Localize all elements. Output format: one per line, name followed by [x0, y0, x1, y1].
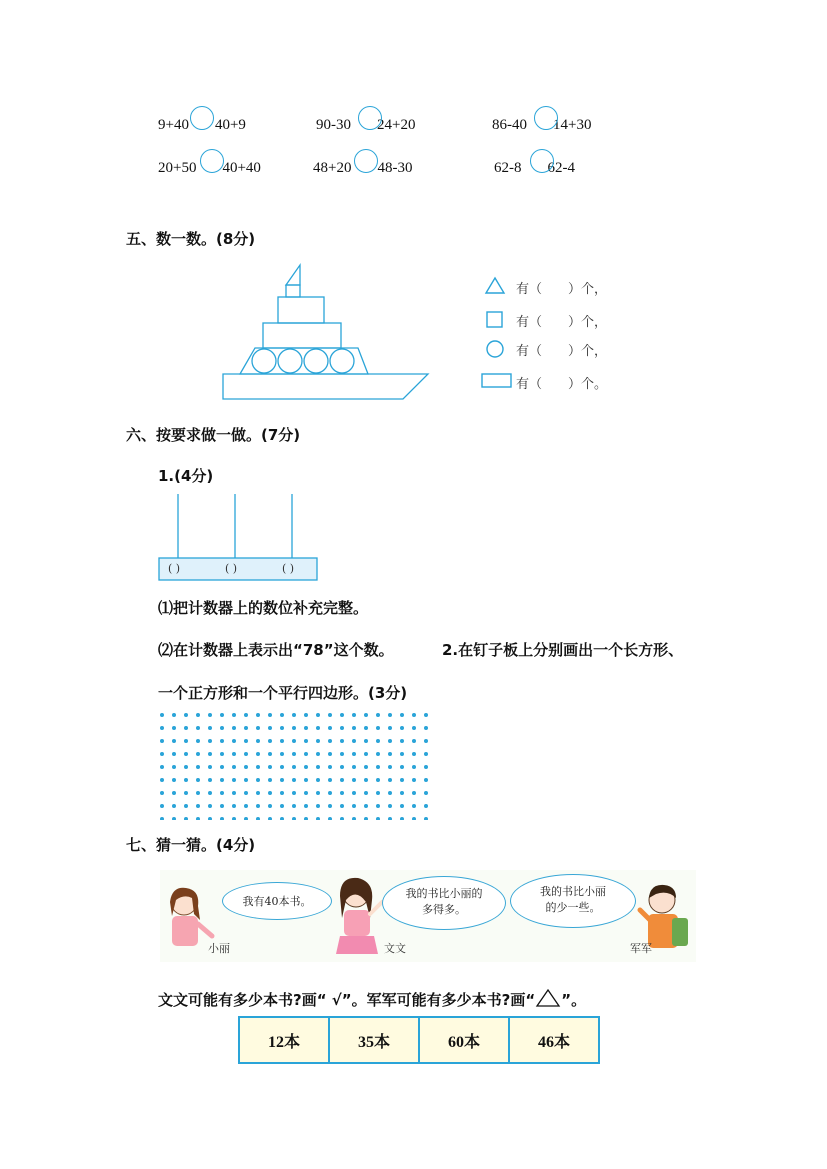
circle-count: 有（ ）个， — [516, 344, 608, 359]
peg-dot[interactable] — [388, 739, 392, 743]
peg-dot[interactable] — [328, 791, 332, 795]
question-1-part-2: ⑵在计数器上表示出“78”这个数。 — [158, 641, 394, 659]
speech-bubble-3: 我的书比小丽的少一些。 — [510, 874, 636, 928]
peg-dot[interactable] — [412, 804, 416, 808]
circle-icon — [485, 339, 505, 359]
peg-dot[interactable] — [292, 791, 296, 795]
peg-dot[interactable] — [160, 817, 164, 820]
peg-dot[interactable] — [316, 778, 320, 782]
porthole-circle — [304, 349, 328, 373]
place-value-slot-2[interactable]: ( ) — [225, 562, 238, 575]
peg-dot[interactable] — [352, 778, 356, 782]
peg-dot[interactable] — [400, 752, 404, 756]
peg-dot[interactable] — [316, 739, 320, 743]
peg-dot[interactable] — [388, 726, 392, 730]
peg-dot[interactable] — [412, 726, 416, 730]
peg-dot[interactable] — [424, 765, 428, 769]
peg-dot[interactable] — [196, 726, 200, 730]
peg-dot[interactable] — [208, 778, 212, 782]
peg-dot[interactable] — [160, 791, 164, 795]
peg-dot[interactable] — [160, 713, 164, 717]
peg-dot[interactable] — [244, 726, 248, 730]
peg-dot[interactable] — [232, 791, 236, 795]
triangle-icon — [484, 276, 506, 296]
peg-dot[interactable] — [316, 726, 320, 730]
compare-circle-6[interactable] — [530, 149, 554, 173]
name-xiaoli: 小丽 — [208, 942, 230, 955]
peg-dot[interactable] — [328, 778, 332, 782]
peg-dot[interactable] — [184, 739, 188, 743]
peg-dot[interactable] — [208, 739, 212, 743]
peg-dot[interactable] — [412, 765, 416, 769]
peg-dot[interactable] — [280, 713, 284, 717]
peg-dot[interactable] — [208, 791, 212, 795]
peg-dot[interactable] — [424, 726, 428, 730]
peg-dot[interactable] — [280, 778, 284, 782]
comparison-1: 9+40 40+9 — [158, 117, 246, 133]
peg-dot[interactable] — [340, 752, 344, 756]
compare-circle-2[interactable] — [358, 106, 382, 130]
peg-dot[interactable] — [160, 765, 164, 769]
peg-dot[interactable] — [196, 804, 200, 808]
peg-dot[interactable] — [232, 817, 236, 820]
peg-dot[interactable] — [268, 726, 272, 730]
peg-dot[interactable] — [424, 778, 428, 782]
peg-dot[interactable] — [400, 765, 404, 769]
peg-dot[interactable] — [352, 726, 356, 730]
peg-dot[interactable] — [244, 765, 248, 769]
peg-dot[interactable] — [208, 765, 212, 769]
peg-dot[interactable] — [172, 791, 176, 795]
peg-dot[interactable] — [220, 791, 224, 795]
peg-dot[interactable] — [256, 765, 260, 769]
peg-dot[interactable] — [304, 739, 308, 743]
peg-dot[interactable] — [328, 713, 332, 717]
compare-circle-5[interactable] — [354, 149, 378, 173]
compare-circle-1[interactable] — [190, 106, 214, 130]
name-wenwen: 文文 — [384, 942, 406, 955]
peg-dot[interactable] — [280, 765, 284, 769]
peg-dot[interactable] — [292, 817, 296, 820]
peg-dot[interactable] — [388, 791, 392, 795]
peg-dot[interactable] — [256, 752, 260, 756]
peg-dot[interactable] — [388, 713, 392, 717]
peg-dot[interactable] — [208, 726, 212, 730]
peg-dot[interactable] — [268, 804, 272, 808]
question-1-part-1: ⑴把计数器上的数位补充完整。 — [158, 599, 369, 617]
speech-bubble-1: 我有40本书。 — [222, 882, 332, 920]
peg-dot[interactable] — [280, 739, 284, 743]
porthole-circle — [330, 349, 354, 373]
peg-dot[interactable] — [304, 726, 308, 730]
comparison-3: 86-40 14+30 — [492, 117, 592, 133]
peg-dot[interactable] — [292, 726, 296, 730]
peg-dot[interactable] — [352, 765, 356, 769]
peg-dot[interactable] — [244, 791, 248, 795]
peg-dot[interactable] — [388, 752, 392, 756]
bridge-rectangle — [278, 297, 324, 323]
peg-dot[interactable] — [328, 804, 332, 808]
peg-dot[interactable] — [232, 804, 236, 808]
peg-dot[interactable] — [196, 713, 200, 717]
peg-dot[interactable] — [256, 726, 260, 730]
peg-dot[interactable] — [220, 752, 224, 756]
peg-dot[interactable] — [256, 778, 260, 782]
peg-dot[interactable] — [184, 804, 188, 808]
peg-dot[interactable] — [352, 739, 356, 743]
peg-dot[interactable] — [196, 778, 200, 782]
peg-dot[interactable] — [256, 791, 260, 795]
peg-dot[interactable] — [292, 765, 296, 769]
peg-dot[interactable] — [304, 765, 308, 769]
peg-dot[interactable] — [160, 726, 164, 730]
peg-dot[interactable] — [172, 804, 176, 808]
peg-dot[interactable] — [316, 817, 320, 820]
peg-dot[interactable] — [340, 726, 344, 730]
peg-dot[interactable] — [340, 765, 344, 769]
book-options-table — [238, 1016, 600, 1064]
peg-dot[interactable] — [412, 778, 416, 782]
peg-dot[interactable] — [232, 778, 236, 782]
peg-dot[interactable] — [340, 778, 344, 782]
peg-dot[interactable] — [220, 817, 224, 820]
peg-dot[interactable] — [292, 778, 296, 782]
peg-dot[interactable] — [244, 752, 248, 756]
peg-dot[interactable] — [280, 817, 284, 820]
peg-dot[interactable] — [160, 804, 164, 808]
peg-dot[interactable] — [208, 752, 212, 756]
peg-dot[interactable] — [292, 752, 296, 756]
peg-dot[interactable] — [388, 778, 392, 782]
peg-dot[interactable] — [220, 739, 224, 743]
question-2-line-2: 一个正方形和一个平行四边形。(3分) — [158, 684, 408, 702]
comparison-6: 62-8 62-4 — [494, 160, 575, 176]
peg-dot[interactable] — [304, 713, 308, 717]
wenwen-figure — [328, 874, 386, 960]
option-35[interactable]: 35本 — [329, 1017, 419, 1063]
comparison-5: 48+20 48-30 — [313, 160, 413, 176]
peg-dot[interactable] — [424, 752, 428, 756]
peg-dot[interactable] — [412, 817, 416, 820]
peg-dot[interactable] — [364, 778, 368, 782]
peg-dot[interactable] — [364, 817, 368, 820]
peg-dot[interactable] — [400, 804, 404, 808]
peg-dot[interactable] — [232, 739, 236, 743]
peg-dot[interactable] — [424, 713, 428, 717]
peg-dot[interactable] — [292, 804, 296, 808]
peg-dot[interactable] — [376, 791, 380, 795]
peg-dot[interactable] — [220, 778, 224, 782]
peg-dot[interactable] — [256, 804, 260, 808]
peg-dot[interactable] — [244, 804, 248, 808]
peg-board[interactable] — [156, 710, 432, 820]
peg-dot[interactable] — [412, 752, 416, 756]
question-1-label: 1.(4分) — [158, 467, 214, 485]
peg-dot[interactable] — [352, 804, 356, 808]
rectangle-icon — [481, 373, 513, 389]
peg-dot[interactable] — [244, 713, 248, 717]
flag-triangle — [286, 265, 300, 285]
peg-dot[interactable] — [340, 713, 344, 717]
peg-dot[interactable] — [400, 778, 404, 782]
peg-dot[interactable] — [340, 791, 344, 795]
peg-dot[interactable] — [376, 817, 380, 820]
peg-dot[interactable] — [412, 713, 416, 717]
peg-dot[interactable] — [352, 752, 356, 756]
peg-dot[interactable] — [280, 804, 284, 808]
peg-dot[interactable] — [268, 713, 272, 717]
section-5-title: 五、数一数。(8分) — [126, 230, 256, 248]
peg-dot[interactable] — [328, 765, 332, 769]
peg-dot[interactable] — [268, 791, 272, 795]
peg-dot[interactable] — [328, 752, 332, 756]
peg-dot[interactable] — [232, 713, 236, 717]
peg-dot[interactable] — [304, 791, 308, 795]
peg-dot[interactable] — [220, 713, 224, 717]
triangle-count: 有（ ）个， — [516, 282, 608, 297]
comparison-4: 20+50 40+40 — [158, 160, 261, 176]
question-2-line-1: 2.在钉子板上分别画出一个长方形、 — [442, 641, 684, 659]
peg-dot[interactable] — [280, 752, 284, 756]
peg-dot[interactable] — [256, 817, 260, 820]
peg-dot[interactable] — [160, 752, 164, 756]
peg-dot[interactable] — [268, 752, 272, 756]
peg-dot[interactable] — [364, 713, 368, 717]
peg-dot[interactable] — [364, 752, 368, 756]
peg-dot[interactable] — [388, 804, 392, 808]
peg-dot[interactable] — [316, 752, 320, 756]
peg-dot[interactable] — [364, 765, 368, 769]
peg-dot[interactable] — [184, 791, 188, 795]
peg-dot[interactable] — [400, 791, 404, 795]
peg-dot[interactable] — [328, 726, 332, 730]
peg-dot[interactable] — [172, 739, 176, 743]
peg-dot[interactable] — [232, 765, 236, 769]
triangle-mark-icon — [535, 988, 561, 1008]
peg-dot[interactable] — [376, 726, 380, 730]
square-icon — [486, 311, 504, 329]
peg-dot[interactable] — [220, 726, 224, 730]
peg-dot[interactable] — [316, 765, 320, 769]
peg-dot[interactable] — [376, 765, 380, 769]
peg-dot[interactable] — [280, 791, 284, 795]
porthole-circle — [252, 349, 276, 373]
peg-dot[interactable] — [280, 726, 284, 730]
peg-dot[interactable] — [292, 713, 296, 717]
question-7: 文文可能有多少本书?画“ √”。军军可能有多少本书?画“ ”。 — [158, 988, 586, 1010]
peg-dot[interactable] — [244, 778, 248, 782]
peg-dot[interactable] — [328, 817, 332, 820]
peg-dot[interactable] — [184, 817, 188, 820]
peg-dot[interactable] — [220, 804, 224, 808]
peg-dot[interactable] — [172, 726, 176, 730]
peg-dot[interactable] — [304, 752, 308, 756]
compare-circle-3[interactable] — [534, 106, 558, 130]
peg-dot[interactable] — [256, 739, 260, 743]
peg-dot[interactable] — [172, 752, 176, 756]
section-6-title: 六、按要求做一做。(7分) — [126, 426, 301, 444]
peg-dot[interactable] — [172, 713, 176, 717]
peg-dot[interactable] — [256, 713, 260, 717]
peg-dot[interactable] — [172, 817, 176, 820]
peg-dot[interactable] — [184, 765, 188, 769]
peg-dot[interactable] — [304, 778, 308, 782]
peg-dot[interactable] — [352, 817, 356, 820]
place-value-slot-3[interactable]: ( ) — [282, 562, 295, 575]
place-value-slot-1[interactable]: ( ) — [168, 562, 181, 575]
peg-dot[interactable] — [316, 791, 320, 795]
peg-dot[interactable] — [208, 713, 212, 717]
peg-dot[interactable] — [400, 726, 404, 730]
dialogue-scene — [160, 870, 696, 962]
peg-dot[interactable] — [232, 752, 236, 756]
ship-figure — [218, 262, 432, 402]
peg-dot[interactable] — [412, 791, 416, 795]
peg-dot[interactable] — [232, 726, 236, 730]
peg-dot[interactable] — [196, 791, 200, 795]
section-7-title: 七、猜一猜。(4分) — [126, 836, 256, 854]
peg-dot[interactable] — [268, 739, 272, 743]
peg-dot[interactable] — [160, 778, 164, 782]
peg-dot[interactable] — [376, 752, 380, 756]
peg-dot[interactable] — [304, 804, 308, 808]
peg-dot[interactable] — [400, 739, 404, 743]
peg-dot[interactable] — [364, 791, 368, 795]
peg-dot[interactable] — [196, 739, 200, 743]
compare-circle-4[interactable] — [200, 149, 224, 173]
peg-dot[interactable] — [292, 739, 296, 743]
option-46[interactable]: 46本 — [509, 1017, 599, 1063]
peg-dot[interactable] — [376, 739, 380, 743]
peg-dot[interactable] — [184, 752, 188, 756]
peg-dot[interactable] — [424, 817, 428, 820]
peg-dot[interactable] — [376, 778, 380, 782]
peg-dot[interactable] — [244, 817, 248, 820]
peg-dot[interactable] — [268, 778, 272, 782]
peg-dot[interactable] — [184, 778, 188, 782]
peg-dot[interactable] — [388, 765, 392, 769]
peg-dot[interactable] — [316, 804, 320, 808]
abacus-counter — [157, 492, 321, 584]
peg-dot[interactable] — [172, 778, 176, 782]
name-junjun: 军军 — [630, 942, 652, 955]
peg-dot[interactable] — [184, 726, 188, 730]
option-12[interactable]: 12本 — [239, 1017, 329, 1063]
peg-dot[interactable] — [364, 739, 368, 743]
mast-square — [286, 285, 300, 297]
peg-dot[interactable] — [328, 739, 332, 743]
peg-dot[interactable] — [388, 817, 392, 820]
peg-dot[interactable] — [400, 817, 404, 820]
peg-dot[interactable] — [400, 713, 404, 717]
peg-dot[interactable] — [268, 817, 272, 820]
peg-dot[interactable] — [208, 804, 212, 808]
peg-dot[interactable] — [424, 739, 428, 743]
peg-dot[interactable] — [340, 817, 344, 820]
peg-dot[interactable] — [268, 765, 272, 769]
peg-dot[interactable] — [244, 739, 248, 743]
peg-dot[interactable] — [376, 804, 380, 808]
porthole-circle — [278, 349, 302, 373]
peg-dot[interactable] — [340, 739, 344, 743]
shape-legend — [470, 268, 640, 398]
peg-dot[interactable] — [352, 713, 356, 717]
peg-dot[interactable] — [160, 739, 164, 743]
peg-dot[interactable] — [424, 791, 428, 795]
peg-dot[interactable] — [316, 713, 320, 717]
peg-dot[interactable] — [340, 804, 344, 808]
peg-dot[interactable] — [352, 791, 356, 795]
peg-dot[interactable] — [196, 752, 200, 756]
peg-dot[interactable] — [424, 804, 428, 808]
ship-hull — [223, 374, 428, 399]
peg-dot[interactable] — [364, 804, 368, 808]
peg-dot[interactable] — [220, 765, 224, 769]
peg-dot[interactable] — [304, 817, 308, 820]
peg-dot[interactable] — [196, 817, 200, 820]
peg-dot[interactable] — [412, 739, 416, 743]
option-60[interactable]: 60本 — [419, 1017, 509, 1063]
peg-dot[interactable] — [196, 765, 200, 769]
cabin-rectangle — [263, 323, 341, 348]
comparison-2: 90-30 24+20 — [316, 117, 416, 133]
square-count: 有（ ）个， — [516, 315, 608, 330]
peg-dot[interactable] — [364, 726, 368, 730]
speech-bubble-2: 我的书比小丽的多得多。 — [382, 876, 506, 930]
peg-dot[interactable] — [172, 765, 176, 769]
peg-dot[interactable] — [184, 713, 188, 717]
peg-dot[interactable] — [208, 817, 212, 820]
peg-dot[interactable] — [376, 713, 380, 717]
rectangle-count: 有（ ）个。 — [516, 377, 608, 392]
